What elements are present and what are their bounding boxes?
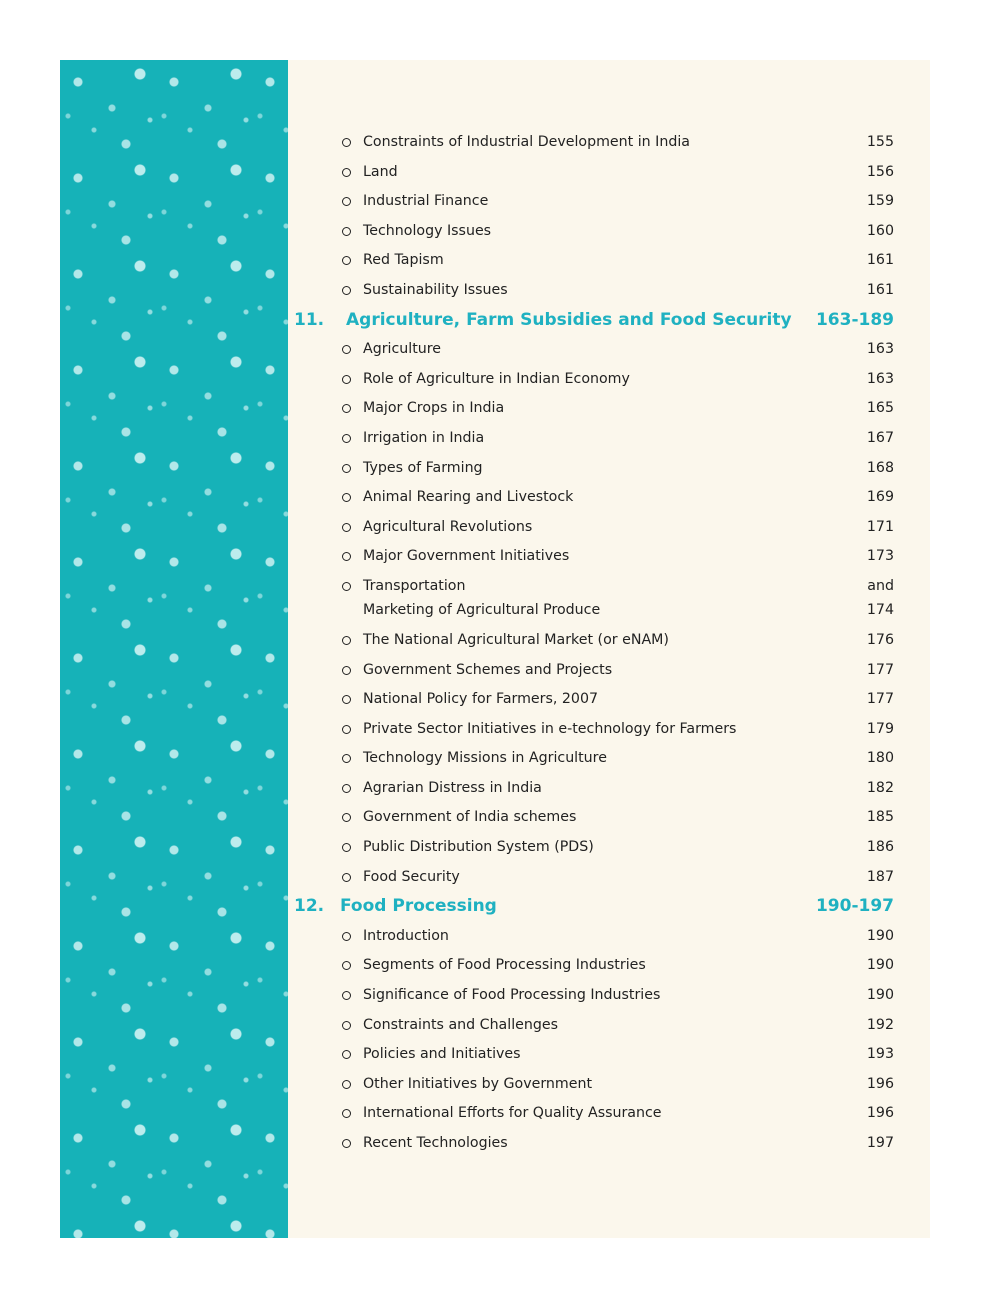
toc-item-title: Major Crops in India	[363, 400, 505, 417]
toc-item-title: Segments of Food Processing Industries	[363, 957, 646, 974]
toc-item-page: 182	[866, 779, 894, 796]
toc-item[interactable]	[290, 983, 894, 1013]
table-of-contents	[290, 130, 894, 1161]
circle-bullet-icon	[342, 991, 351, 1000]
toc-item[interactable]	[290, 574, 894, 628]
toc-item-title: Agrarian Distress in India	[363, 779, 542, 796]
toc-item[interactable]	[290, 835, 894, 865]
chapter-page-range: 163-189	[815, 309, 894, 330]
toc-item[interactable]	[290, 219, 894, 249]
toc-item-title: Sustainability Issues	[363, 281, 508, 298]
circle-bullet-icon	[342, 404, 351, 413]
toc-item-page: 174	[866, 601, 894, 618]
toc-item-page: 168	[866, 459, 894, 476]
chapter-title: Agriculture, Farm Subsidies and Food Security	[346, 309, 792, 330]
toc-item[interactable]	[290, 515, 894, 545]
toc-item[interactable]	[290, 160, 894, 190]
circle-bullet-icon	[342, 961, 351, 970]
toc-item[interactable]	[290, 658, 894, 688]
toc-item-title: Public Distribution System (PDS)	[363, 839, 594, 856]
toc-item[interactable]	[290, 1042, 894, 1072]
toc-item-page: 180	[866, 750, 894, 767]
toc-item-page: 160	[866, 222, 894, 239]
toc-item-title: Agriculture	[363, 341, 442, 358]
toc-item-title: Role of Agriculture in Indian Economy	[363, 370, 630, 387]
toc-item[interactable]	[290, 805, 894, 835]
toc-item[interactable]	[290, 426, 894, 456]
toc-item-page: 185	[866, 809, 894, 826]
toc-item[interactable]	[290, 776, 894, 806]
toc-item[interactable]	[290, 1013, 894, 1043]
toc-item[interactable]	[290, 544, 894, 574]
circle-bullet-icon	[342, 666, 351, 675]
circle-bullet-icon	[342, 873, 351, 882]
book-page	[60, 60, 930, 1238]
toc-item-title: Food Security	[363, 868, 460, 885]
toc-item-page: 196	[866, 1075, 894, 1092]
circle-bullet-icon	[342, 434, 351, 443]
toc-item[interactable]	[290, 367, 894, 397]
toc-item-title: Policies and Initiatives	[363, 1046, 521, 1063]
toc-item[interactable]	[290, 628, 894, 658]
chapter-title: Food Processing	[340, 896, 497, 917]
toc-item-title: Constraints of Industrial Development in India	[363, 134, 690, 150]
toc-item-title: Industrial Finance	[363, 193, 489, 210]
toc-item-page: 156	[866, 163, 894, 180]
toc-item-page: 187	[866, 868, 894, 885]
toc-item-page: 161	[866, 281, 894, 298]
toc-section-continued	[290, 130, 894, 308]
circle-bullet-icon	[342, 138, 351, 147]
chapter-12-items	[290, 924, 894, 1161]
toc-item-page: 192	[866, 1016, 894, 1033]
circle-bullet-icon	[342, 695, 351, 704]
toc-item-page: 190	[866, 957, 894, 974]
circle-bullet-icon	[342, 493, 351, 502]
toc-item-title: Technology Issues	[363, 222, 492, 239]
chapter-heading-12[interactable]	[290, 894, 894, 924]
toc-item-title: Introduction	[363, 927, 449, 944]
chapter-number: 11.	[294, 309, 325, 330]
toc-item-page: 190	[866, 927, 894, 944]
toc-item[interactable]	[290, 924, 894, 954]
toc-item[interactable]	[290, 1101, 894, 1131]
chapter-number: 12.	[294, 896, 325, 917]
circle-bullet-icon	[342, 636, 351, 645]
toc-item[interactable]	[290, 1072, 894, 1102]
chapter-heading-11[interactable]	[290, 308, 894, 338]
toc-item[interactable]	[290, 485, 894, 515]
circle-bullet-icon	[342, 754, 351, 763]
toc-item[interactable]	[290, 746, 894, 776]
decorative-side-band	[60, 60, 288, 1238]
circle-bullet-icon	[342, 784, 351, 793]
toc-item[interactable]	[290, 248, 894, 278]
circle-bullet-icon	[342, 1021, 351, 1030]
toc-item-page: 155	[866, 134, 894, 150]
toc-item-title: Technology Missions in Agriculture	[363, 750, 607, 767]
toc-item-title-continued: Marketing of Agricultural Produce	[363, 601, 601, 618]
toc-item[interactable]	[290, 1131, 894, 1161]
toc-item[interactable]	[290, 953, 894, 983]
circle-bullet-icon	[342, 375, 351, 384]
circle-bullet-icon	[342, 813, 351, 822]
toc-item-title: Private Sector Initiatives in e-technology for Farmers	[363, 720, 737, 737]
toc-item-title: Other Initiatives by Government	[363, 1075, 593, 1092]
circle-bullet-icon	[342, 197, 351, 206]
toc-item[interactable]	[290, 456, 894, 486]
toc-item-page: 167	[866, 429, 894, 446]
toc-item-page: 163	[866, 370, 894, 387]
circle-bullet-icon	[342, 464, 351, 473]
toc-item-title: Red Tapism	[363, 252, 444, 269]
toc-item-title: Irrigation in India	[363, 429, 485, 446]
chapter-page-range: 190-197	[815, 896, 894, 917]
toc-item-page: 165	[866, 400, 894, 417]
toc-item[interactable]	[290, 278, 894, 308]
toc-item-title: Government of India schemes	[363, 809, 577, 826]
circle-bullet-icon	[342, 552, 351, 561]
circle-bullet-icon	[342, 523, 351, 532]
toc-item[interactable]	[290, 687, 894, 717]
circle-bullet-icon	[342, 725, 351, 734]
toc-item-page: 190	[866, 987, 894, 1004]
toc-item[interactable]	[290, 396, 894, 426]
circle-bullet-icon	[342, 168, 351, 177]
toc-item[interactable]	[290, 865, 894, 895]
chapter-11-items	[290, 337, 894, 574]
toc-item-title: National Policy for Farmers, 2007	[363, 691, 598, 708]
toc-item-title: Government Schemes and Projects	[363, 661, 613, 678]
toc-item-page: 169	[866, 489, 894, 506]
toc-item-page: 177	[866, 661, 894, 678]
circle-bullet-icon	[342, 1139, 351, 1148]
circle-bullet-icon	[342, 932, 351, 941]
toc-item-title: Animal Rearing and Livestock	[363, 489, 574, 506]
toc-item-title: Land	[363, 163, 398, 180]
toc-item-title: International Efforts for Quality Assurance	[363, 1105, 662, 1122]
toc-item-page: 179	[866, 720, 894, 737]
toc-item[interactable]	[290, 189, 894, 219]
toc-item[interactable]	[290, 717, 894, 747]
circle-bullet-icon	[342, 1109, 351, 1118]
toc-item-page: 177	[866, 691, 894, 708]
circle-bullet-icon	[342, 227, 351, 236]
toc-item-title: Constraints and Challenges	[363, 1016, 558, 1033]
toc-item[interactable]	[290, 130, 894, 160]
circle-bullet-icon	[342, 582, 351, 591]
toc-item-trailing-word: and	[867, 577, 894, 594]
toc-item-page: 196	[866, 1105, 894, 1122]
toc-item-title: Types of Farming	[363, 459, 483, 476]
toc-item-title: Agricultural Revolutions	[363, 518, 533, 535]
toc-item-page: 163	[866, 341, 894, 358]
circle-bullet-icon	[342, 843, 351, 852]
toc-item-page: 159	[866, 193, 894, 210]
circle-bullet-icon	[342, 345, 351, 354]
circle-bullet-icon	[342, 256, 351, 265]
toc-item-page: 193	[866, 1046, 894, 1063]
toc-item-title: Recent Technologies	[363, 1135, 508, 1151]
circle-bullet-icon	[342, 286, 351, 295]
toc-item-title: Transportation	[363, 577, 466, 594]
toc-item-title: The National Agricultural Market (or eNAM)	[363, 631, 669, 648]
toc-item-page: 173	[866, 548, 894, 565]
toc-item-title: Major Government Initiatives	[363, 548, 570, 565]
toc-item-page: 161	[866, 252, 894, 269]
circle-bullet-icon	[342, 1050, 351, 1059]
toc-item[interactable]	[290, 337, 894, 367]
toc-item-page: 197	[866, 1135, 894, 1151]
toc-item-page: 176	[866, 631, 894, 648]
chapter-11-items-continued	[290, 628, 894, 894]
toc-item-page: 186	[866, 839, 894, 856]
circle-bullet-icon	[342, 1080, 351, 1089]
toc-item-title: Significance of Food Processing Industries	[363, 987, 661, 1004]
toc-item-page: 171	[866, 518, 894, 535]
